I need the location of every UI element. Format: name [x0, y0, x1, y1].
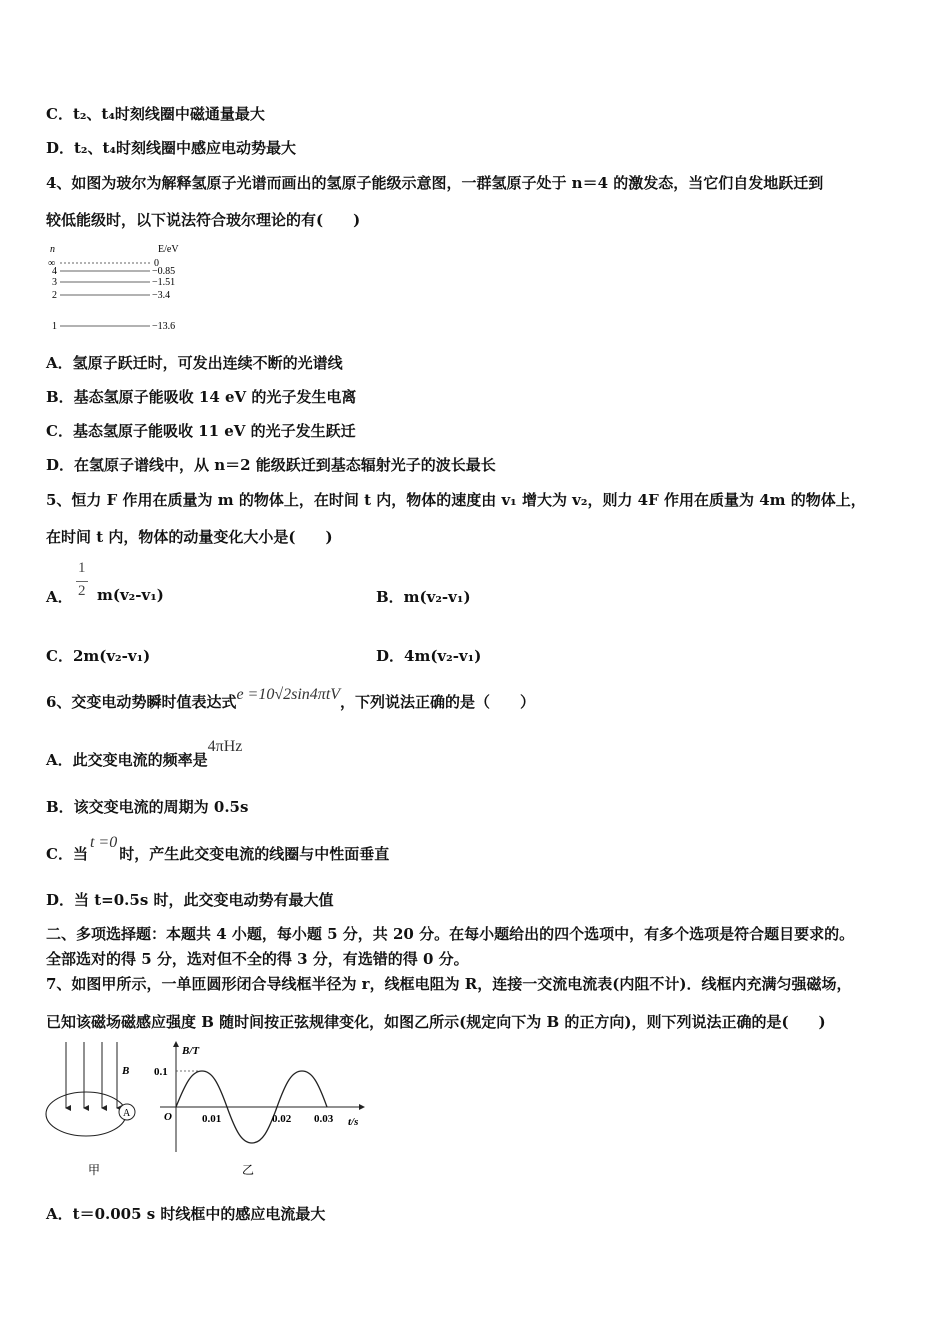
y-tick-label: 0.1: [154, 1066, 168, 1078]
q4-stem-line2: 较低能级时，以下说法符合玻尔理论的有( ): [46, 211, 361, 229]
q7-option-a: A．t＝0.005 s 时线框中的感应电流最大: [46, 1205, 326, 1223]
x-tick-1: 0.01: [202, 1113, 222, 1125]
q3-option-c: C．t₂、t₄时刻线圈中磁通量最大: [46, 105, 265, 123]
q6-emf-formula: e =10√2sin4πtV: [236, 686, 341, 703]
level-n-inf: ∞: [48, 258, 56, 269]
section2-instructions-line2: 全部选对的得 5 分，选对但不全的得 3 分，有选错的得 0 分。: [46, 950, 469, 968]
level-n-4: 4: [52, 266, 57, 277]
q6-option-b: B．该交变电流的周期为 0.5s: [46, 798, 249, 816]
figure-bt-graph: [150, 1040, 370, 1184]
q6-stem: [46, 686, 536, 712]
q6-option-a-prefix: A．此交变电流的频率是: [46, 751, 208, 769]
q5-option-c: C．2m(v₂-v₁): [46, 647, 151, 665]
q5-option-a-text: m(v₂-v₁): [97, 586, 164, 604]
origin-label: O: [164, 1111, 172, 1123]
level-e-1: −13.6: [152, 321, 176, 332]
caption-left: 甲: [88, 1163, 101, 1177]
q7-stem-line1: 7、如图甲所示，一单匝圆形闭合导线框半径为 r，线框电阻为 R，连接一交流电流表(内阻不计)．线框内充满匀强磁场，: [46, 975, 852, 993]
q5-stem-line2: 在时间 t 内，物体的动量变化大小是( ): [46, 528, 333, 546]
level-n-3: 3: [52, 277, 57, 288]
q7-stem-line2: 已知该磁场磁感应强度 B 随时间按正弦规律变化，如图乙所示(规定向下为 B 的正方向)，则下列说法正确的是( ): [46, 1013, 826, 1031]
y-axis-label: B/T: [182, 1045, 200, 1057]
q5-a-fraction-den: 2: [78, 583, 86, 599]
q4-option-b: B．基态氢原子能吸收 14 eV 的光子发生电离: [46, 388, 357, 406]
q5-option-b: B．m(v₂-v₁): [376, 588, 471, 606]
q6-stem-suffix: ，下列说法正确的是（ ）: [340, 693, 536, 711]
e-axis-label: E/eV: [158, 244, 179, 255]
field-label: B: [122, 1065, 130, 1077]
q4-option-d: D．在氢原子谱线中，从 n＝2 能级跃迁到基态辐射光子的波长最长: [46, 456, 496, 474]
figure-loop-field: [44, 1040, 144, 1184]
q4-option-c: C．基态氢原子能吸收 11 eV 的光子发生跃迁: [46, 422, 356, 440]
q5-option-a-prefix: A．: [46, 588, 73, 606]
q5-a-fraction-bar: [76, 581, 88, 582]
wire-loop: [46, 1092, 126, 1136]
x-axis-label: t/s: [348, 1116, 359, 1128]
section2-instructions-line1: 二、多项选择题：本题共 4 小题，每小题 5 分，共 20 分。在每小题给出的四个选项中，有多个选项是符合题目要求的。: [46, 925, 855, 943]
q6-option-a: [46, 738, 243, 770]
q6-option-c-prefix: C．当: [46, 845, 88, 863]
q6-option-c: [46, 834, 390, 864]
q6-frequency-formula: 4πHz: [207, 738, 243, 755]
q6-option-d: D．当 t=0.5s 时，此交变电动势有最大值: [46, 891, 334, 909]
q4-option-a: A．氢原子跃迁时，可发出连续不断的光谱线: [46, 354, 343, 372]
q4-stem-line1: 4、如图为玻尔为解释氢原子光谱而画出的氢原子能级示意图，一群氢原子处于 n＝4 的激发态，当它们自发地跃迁到: [46, 174, 824, 192]
n-axis-label: n: [50, 244, 55, 255]
q6-option-c-suffix: 时，产生此交变电流的线圈与中性面垂直: [119, 845, 390, 863]
x-tick-3: 0.03: [314, 1113, 334, 1125]
q5-option-a: [46, 586, 73, 607]
q6-stem-prefix: 6、交变电动势瞬时值表达式: [46, 693, 237, 711]
level-e-4: −0.85: [152, 266, 176, 277]
q5-option-d: D．4m(v₂-v₁): [376, 647, 482, 665]
level-n-2: 2: [52, 290, 57, 301]
q6-time-formula: t =0: [89, 834, 118, 851]
energy-level-diagram: [46, 242, 196, 338]
level-e-3: −1.51: [152, 277, 176, 288]
level-e-inf: 0: [154, 258, 159, 269]
q3-option-d: D．t₂、t₄时刻线圈中感应电动势最大: [46, 139, 297, 157]
level-n-1: 1: [52, 321, 57, 332]
ammeter-label: A: [123, 1108, 131, 1119]
caption-right: 乙: [242, 1163, 255, 1177]
x-tick-2: 0.02: [272, 1113, 292, 1125]
q5-a-fraction-num: 1: [78, 560, 86, 576]
level-e-2: −3.4: [152, 290, 171, 301]
q5-stem-line1: 5、恒力 F 作用在质量为 m 的物体上，在时间 t 内，物体的速度由 v₁ 增大为 v₂，则力 4F 作用在质量为 4m 的物体上，: [46, 491, 866, 509]
